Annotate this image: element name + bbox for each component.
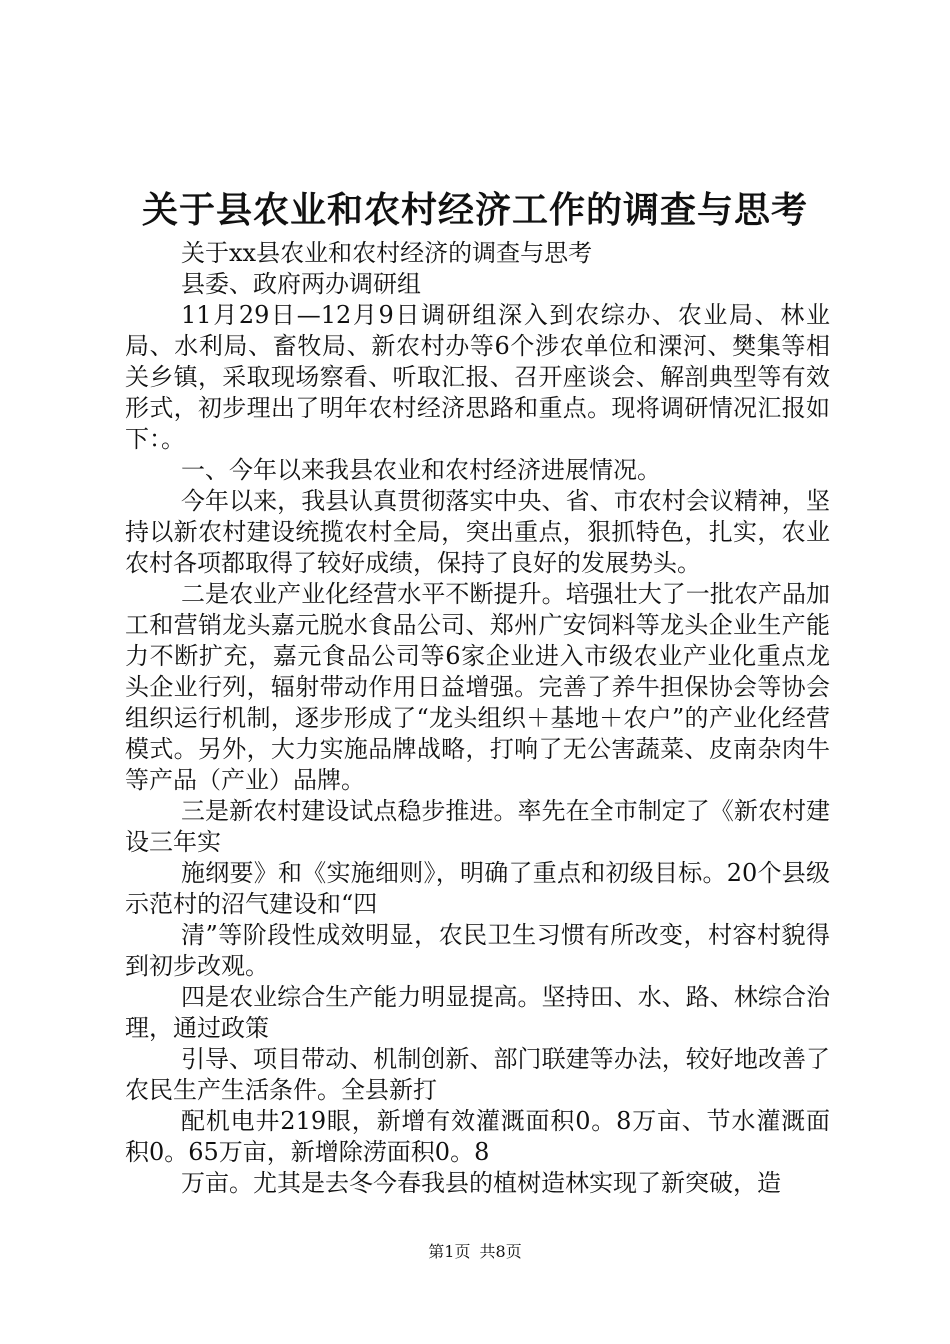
paragraph: 施纲要》和《实施细则》，明确了重点和初级目标。20个县级示范村的沼气建设和“四: [125, 859, 830, 918]
paragraph: 清”等阶段性成效明显，农民卫生习惯有所改变，村容村貌得到初步改观。: [125, 921, 830, 980]
paragraph: 今年以来，我县认真贯彻落实中央、省、市农村会议精神，坚持以新农村建设统揽农村全局，突出重点，狠抓特色，扎实，农业农村各项都取得了较好成绩，保持了良好的发展势头。: [125, 487, 830, 577]
section-heading: 一、今年以来我县农业和农村经济进展情况。: [181, 456, 661, 484]
paragraph: 四是农业综合生产能力明显提高。坚持田、水、路、林综合治理，通过政策: [125, 983, 830, 1042]
document-title: 关于县农业和农村经济工作的调查与思考: [141, 189, 808, 231]
paragraph-subtitle: 关于xx县农业和农村经济的调查与思考: [181, 239, 593, 267]
paragraph: 11月29日—12月9日调研组深入到农综办、农业局、林业局、水利局、畜牧局、新农村办等6个涉农单位和溧河、樊集等相关乡镇，采取现场察看、听取汇报、召开座谈会、解剖典型等有效形式，初步理出了明年农村经济思路和重点。现将调研情况汇报如下：。: [125, 301, 830, 453]
document-body: [125, 238, 830, 1199]
paragraph: 二是农业产业化经营水平不断提升。培强壮大了一批农产品加工和营销龙头嘉元脱水食品公司、郑州广安饲料等龙头企业生产能力不断扩充，嘉元食品公司等6家企业进入市级农业产业化重点龙头企业行列，辐射带动作用日益增强。完善了养牛担保协会等协会组织运行机制，逐步形成了“龙头组织＋基地＋农户”的产业化经营模式。另外，大力实施品牌战略，打响了无公害蔬菜、皮南杂肉牛等产品（产业）品牌。: [125, 580, 830, 794]
paragraph-author: 县委、政府两办调研组: [181, 270, 421, 298]
page-number: 第1页: [428, 1242, 471, 1261]
paragraph: 三是新农村建设试点稳步推进。率先在全市制定了《新农村建设三年实: [125, 797, 830, 856]
paragraph: 万亩。尤其是去冬今春我县的植树造林实现了新突破，造: [181, 1169, 781, 1197]
paragraph: 引导、项目带动、机制创新、部门联建等办法，较好地改善了农民生产生活条件。全县新打: [125, 1045, 830, 1104]
page-footer: [0, 1240, 950, 1264]
paragraph: 配机电井219眼，新增有效灌溉面积0。8万亩、节水灌溉面积0。65万亩，新增除涝面积0。8: [125, 1107, 830, 1166]
page-total: 共8页: [479, 1242, 522, 1261]
